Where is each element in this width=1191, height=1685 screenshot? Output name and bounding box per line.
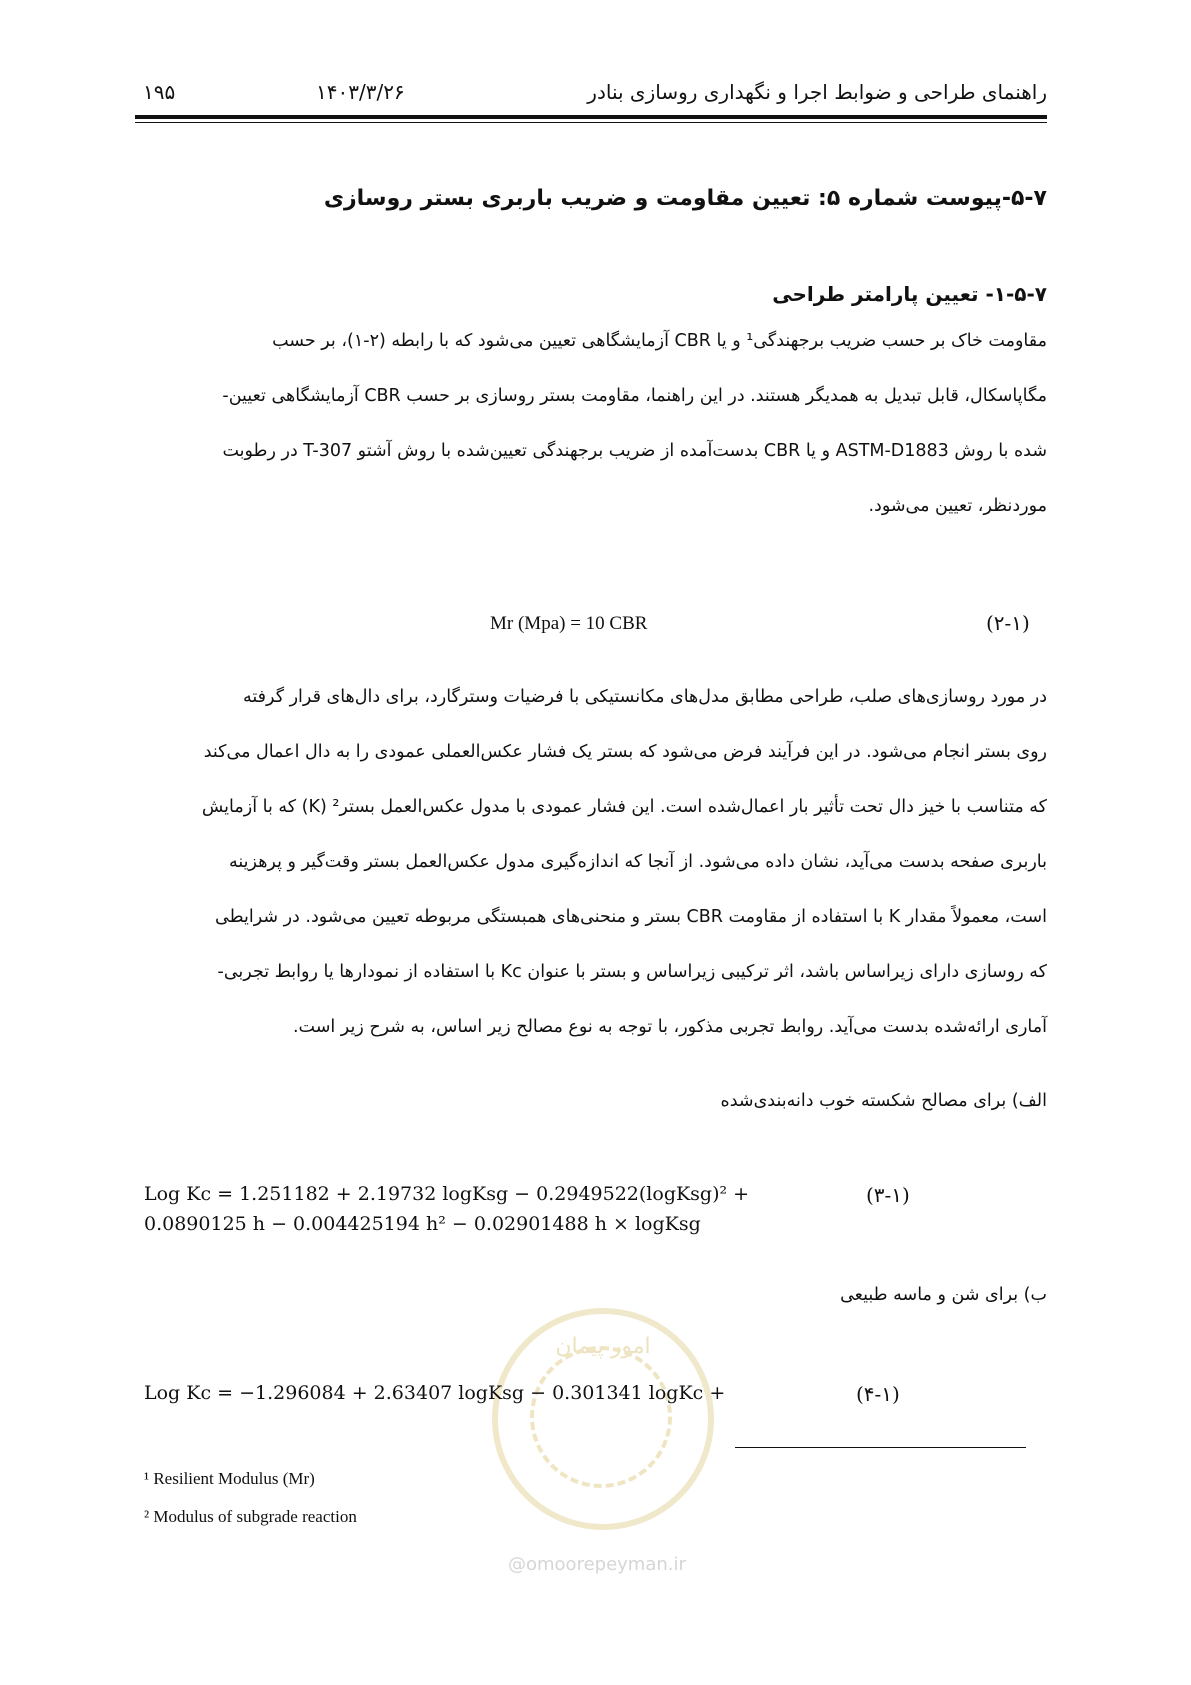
case-a-label: الف) برای مصالح شکسته خوب دانه‌بندی‌شده [720,1091,1047,1111]
header-rule-thin [135,122,1047,123]
equation-2-1: Mr (Mpa) = 10 CBR [490,613,648,634]
header-date: ۱۴۰۳/۳/۲۶ [316,80,405,104]
equation-3-1-line-1: Log Kc = 1.251182 + 2.19732 logKsg − 0.2949522(logKsg)² + [144,1183,750,1205]
equation-4-1-number: (۴-۱) [856,1382,900,1406]
running-header-title: راهنمای طراحی و ضوابط اجرا و نگهداری روسازی بنادر [587,80,1047,104]
subsection-title: ۱-۵-۷- تعیین پارامتر طراحی [772,282,1047,306]
paragraph-line: آماری ارائه‌شده بدست می‌آید. روابط تجربی مذکور، با توجه به نوع مصالح زیر اساس، به شرح زیر است. [292,1017,1047,1037]
paragraph-line: شده با روش ASTM-D1883 و یا CBR بدست‌آمده از ضریب برجهندگی تعیین‌شده با روش آشتو T-307 در رطوبت [222,441,1047,461]
section-title: ۵-۷-پیوست شماره ۵: تعیین مقاومت و ضریب باربری بستر روسازی [323,186,1047,211]
paragraph-line: موردنظر، تعیین می‌شود. [868,496,1047,516]
equation-3-1-number: (۳-۱) [866,1183,910,1207]
paragraph-line: روی بستر انجام می‌شود. در این فرآیند فرض می‌شود که بستر یک فشار عکس‌العملی عمودی را به دال اعمال می‌کند [203,742,1047,762]
paragraph-line: است، معمولاً مقدار K با استفاده از مقاومت CBR بستر و منحنی‌های همبستگی مربوطه تعیین می‌شود. در شرایطی [215,907,1047,927]
header-rule-thick [135,115,1047,119]
footnote-1: ¹ Resilient Modulus (Mr) [144,1469,315,1488]
footnote-rule [735,1447,1026,1448]
paragraph-line: که متناسب با خیز دال تحت تأثیر بار اعمال‌شده است. این فشار عمودی با مدول عکس‌العمل بستر² (K) که با آزمایش [201,797,1047,817]
stamp-logo [492,1308,714,1530]
stamp-gear-icon [530,1346,672,1488]
equation-3-1-line-2: 0.0890125 h − 0.004425194 h² − 0.02901488 h × logKsg [144,1213,701,1235]
paragraph-line: مقاومت خاک بر حسب ضریب برجهندگی¹ و یا CBR آزمایشگاهی تعیین می‌شود که با رابطه (۲-۱)، بر حسب [272,331,1047,351]
watermark-url: @omoorepeyman.ir [508,1554,686,1575]
paragraph-1 [135,314,1047,534]
stamp-text: امور پیمان [555,1334,651,1359]
equation-2-1-number: (۲-۱) [986,611,1030,635]
paragraph-line: مگاپاسکال، قابل تبدیل به همدیگر هستند. در این راهنما، مقاومت بستر روسازی بر حسب CBR آزمایشگاهی تعیین- [222,386,1047,406]
paragraph-line: که روسازی دارای زیراساس باشد، اثر ترکیبی زیراساس و بستر با عنوان Kc با استفاده از نمودارها یا روابط تجربی- [217,962,1047,982]
page-number: ۱۹۵ [143,80,176,104]
case-b-label: ب) برای شن و ماسه طبیعی [840,1285,1047,1305]
footnote-2: ² Modulus of subgrade reaction [144,1507,357,1526]
equation-4-1-line-1: Log Kc = −1.296084 + 2.63407 logKsg − 0.301341 logKc + [144,1382,726,1404]
paragraph-line: باربری صفحه بدست می‌آید، نشان داده می‌شود. از آنجا که اندازه‌گیری مدول عکس‌العمل بستر وقت‌گیر و پرهزینه [229,852,1047,872]
paragraph-2 [135,670,1047,1055]
paragraph-line: در مورد روسازی‌های صلب، طراحی مطابق مدل‌های مکانستیکی با فرضیات وسترگارد، برای دال‌های قرار گرفته [243,687,1047,707]
